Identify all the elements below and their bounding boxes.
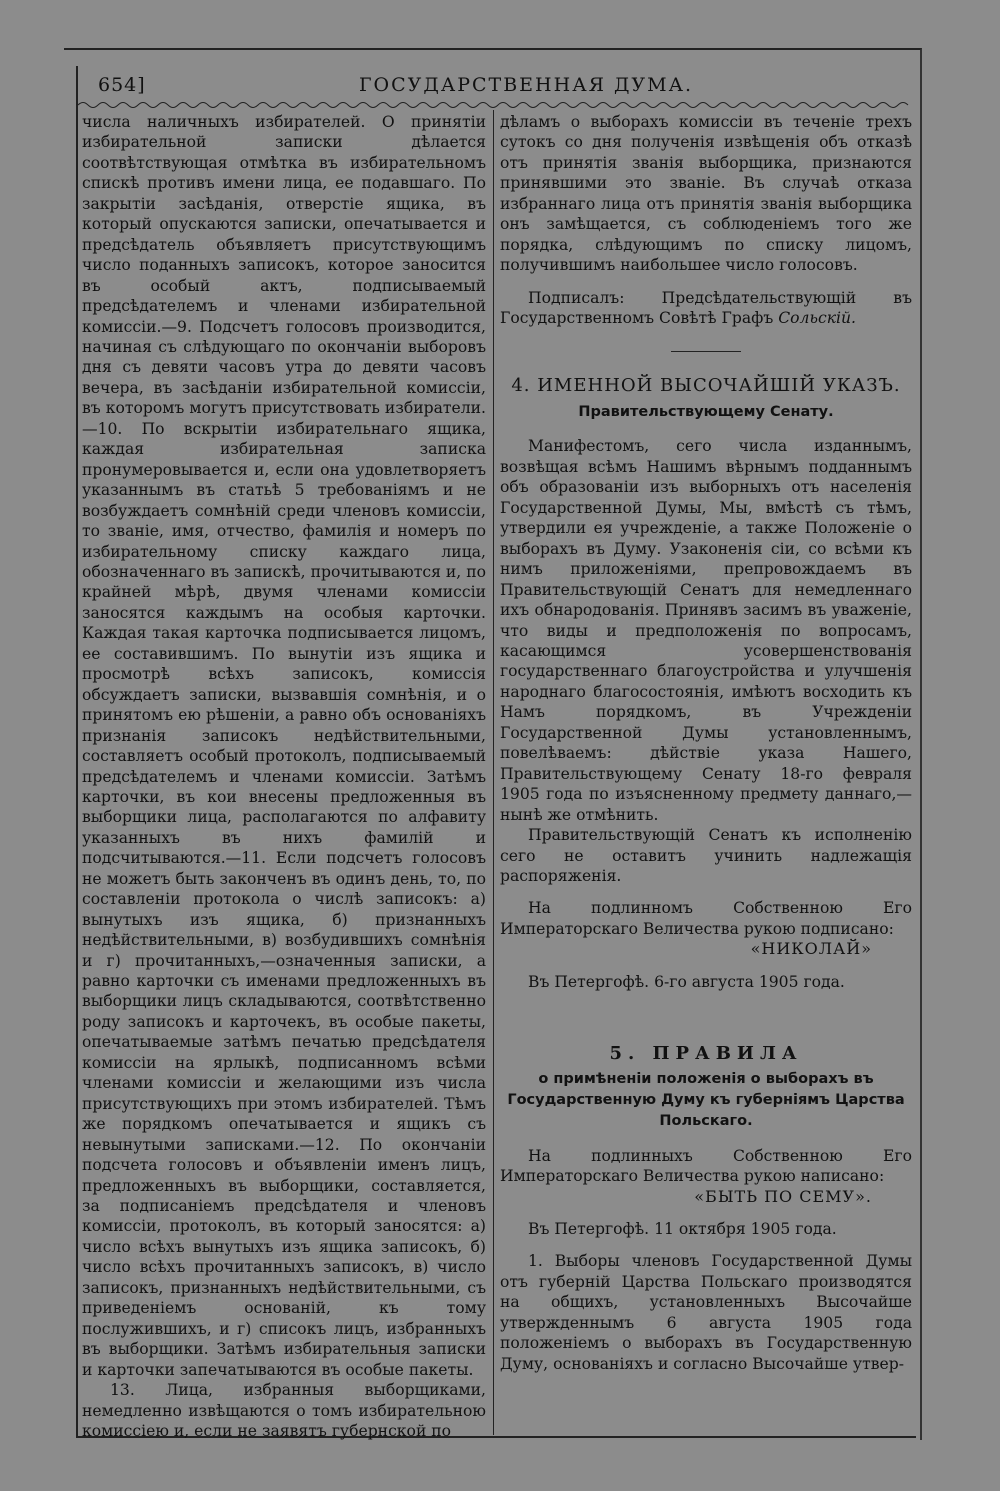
section-5-subtitle: о примѣненіи положенія о выборахъ въ Государственную Думу къ губерніямъ Царства Польскаго. (507, 1070, 905, 1129)
section-4-paragraph-1: Манифестомъ, сего числа изданнымъ, возвѣщая всѣмъ Нашимъ вѣрнымъ подданнымъ объ образованіи изъ выборныхъ отъ населенія Государственной Думы, Мы, вмѣстѣ съ тѣмъ, утвердили ея учрежденіе, а также Положеніе о выборахъ въ Думу. Узаконенія сіи, со всѣми къ нимъ приложеніями, препровождаемъ въ Правительствующій Сенатъ для немедленнаго ихъ обнародованія. Принявъ засимъ въ уваженіе, что виды и предположенія по вопросамъ, касающимся усовершенствованія государственнаго благоустройства и улучшенія народнаго благосостоянія, имѣютъ восходить къ Намъ порядкомъ, въ Учрежденіи Государственной Думы установленнымъ, повелѣваемъ: дѣйствіе указа Нашего, Правительствующему Сенату 18-го февраля 1905 года по изъясненному предмету даннаго,—нынѣ же отмѣнить. (500, 437, 912, 824)
section-4-paragraph-2: Правительствующій Сенатъ къ исполненію сего не оставитъ учинить надлежащія распоряженія. (500, 826, 912, 885)
left-column (82, 112, 486, 1441)
right-paragraph-1: дѣламъ о выборахъ комиссіи въ теченіе трехъ сутокъ со дня полученія извѣщенія объ отказѣ отъ принятія званія выборщика, признаются принявшими это званіе. Въ случаѣ отказа избраннаго лица отъ принятія званія выборщика онъ замѣщается, съ соблюденіемъ того же порядка, слѣдующимъ по списку лицомъ, получившимъ наибольшее число голосовъ. (500, 113, 912, 275)
left-paragraph-1: числа наличныхъ избирателей. О принятіи избирательной записки дѣлается соотвѣтствующая отмѣтка въ избирательномъ спискѣ противъ имени лица, ее подавшаго. По закрытіи засѣданія, отверстіе ящика, въ который опускаются записки, опечатывается и предсѣдатель объявляетъ присутствующимъ число поданныхъ записокъ, которое заносится въ особый актъ, подписываемый предсѣдателемъ и членами избирательной комиссіи.—9. Подсчетъ голосовъ производится, начиная съ слѣдующаго по окончаніи выборовъ дня съ девяти часовъ утра до девяти часовъ вечера, въ засѣданіи избирательной комиссіи, въ которомъ могутъ присутствовать избиратели.—10. По вскрытіи избирательнаго ящика, каждая избирательная записка пронумеровывается и, если она удовлетворяетъ указаннымъ въ статьѣ 5 требованіямъ и не возбуждаетъ сомнѣній среди членовъ комиссіи, то званіе, имя, отчество, фамилія и номеръ по избирательному списку каждаго лица, обозначеннаго въ запискѣ, прочитываются и, по крайней мѣрѣ, двумя членами комиссіи заносятся каждымъ на особыя карточки. Каждая такая карточка подписывается лицомъ, ее составившимъ. По вынутіи изъ ящика и просмотрѣ всѣхъ записокъ, комиссія обсуждаетъ записки, вызвавшія сомнѣнія, и о принятомъ ею рѣшеніи, а равно объ основаніяхъ признанія записокъ недѣйствительными, составляетъ особый протоколъ, подписываемый предсѣдателемъ и членами комиссіи. Затѣмъ карточки, въ кои внесены предложенныя въ выборщики лица, располагаются по алфавиту указанныхъ въ нихъ фамилій и подсчитываются.—11. Если подсчетъ голосовъ не можетъ быть законченъ въ одинъ день, то, по составленіи протокола о числѣ записокъ: а) вынутыхъ изъ ящика, б) признанныхъ недѣйствительными, в) возбудившихъ сомнѣнія и г) прочитанныхъ,—означенныя записки, а равно карточки съ именами предложенныхъ въ выборщики лицъ складываются, соотвѣтственно роду записокъ и карточекъ, въ особые пакеты, опечатываемые затѣмъ печатью предсѣдателя комиссіи на ярлыкѣ, подписанномъ всѣми членами комиссіи и желающими изъ числа присутствующихъ при этомъ избирателей. Тѣмъ же порядкомъ опечатывается и ящикъ съ невынутыми записками.—12. По окончаніи подсчета голосовъ и объявленіи именъ лицъ, предложенныхъ въ выборщики, составляется, за подписаніемъ предсѣдателя и членовъ комиссіи, протоколъ, въ который заносятся: а) число всѣхъ вынутыхъ изъ ящика записокъ, б) число всѣхъ прочитанныхъ записокъ, в) число записокъ, признанныхъ недѣйствительными, съ приведеніемъ основаній, къ тому послужившихъ, и г) списокъ лицъ, избранныхъ въ выборщики. Затѣмъ избирательныя записки и карточки запечатываются въ особые пакеты. (82, 113, 486, 1379)
section-5-place-date: Въ Петергофѣ. 11 октября 1905 года. (528, 1220, 837, 1239)
section-5-paragraph-2: 1. Выборы членовъ Государственной Думы отъ губерній Царства Польскаго производятся на общихъ, установленныхъ Высочайше утвержденнымъ 6 августа 1905 года положеніемъ о выборахъ въ Государственную Думу, основаніяхъ и согласно Высочайше утвер- (500, 1252, 912, 1373)
section-separator (671, 351, 741, 352)
section-4-place-date: Въ Петергофѣ. 6-го августа 1905 года. (528, 972, 845, 991)
section-4-title: 4. ИМЕННОЙ ВЫСОЧАЙШІЙ УКАЗЪ. (511, 374, 901, 396)
signed-prefix: Подписалъ: Предсѣдательствующій въ Государственномъ Совѣтѣ Графъ (500, 288, 912, 328)
column-divider (493, 110, 494, 1435)
right-column (500, 112, 912, 1374)
section-4-subtitle: Правительствующему Сенату. (578, 403, 834, 420)
section-4-paragraph-3: На подлинномъ Собственною Его Императорскаго Величества рукою подписано: (500, 899, 912, 938)
section-5-title: 5. ПРАВИЛА (609, 1043, 803, 1065)
signature-line (500, 288, 912, 329)
left-paragraph-2: 13. Лица, избранныя выборщиками, немедленно извѣщаются о томъ избирательною комиссіею и, если не заявятъ губернской по (82, 1381, 486, 1440)
section-5-signature: «БЫТЬ ПО СЕМУ». (694, 1186, 872, 1206)
page-header (78, 72, 914, 100)
running-title: ГОСУДАРСТВЕННАЯ ДУМА. (358, 74, 694, 96)
signed-name: Сольскій. (778, 309, 857, 328)
section-5-paragraph-1: На подлинныхъ Собственною Его Императорскаго Величества рукою написано: (500, 1146, 912, 1186)
header-wavy-rule (78, 100, 914, 110)
page-number: 654] (98, 74, 146, 96)
section-4-signature: «НИКОЛАЙ» (750, 939, 872, 959)
